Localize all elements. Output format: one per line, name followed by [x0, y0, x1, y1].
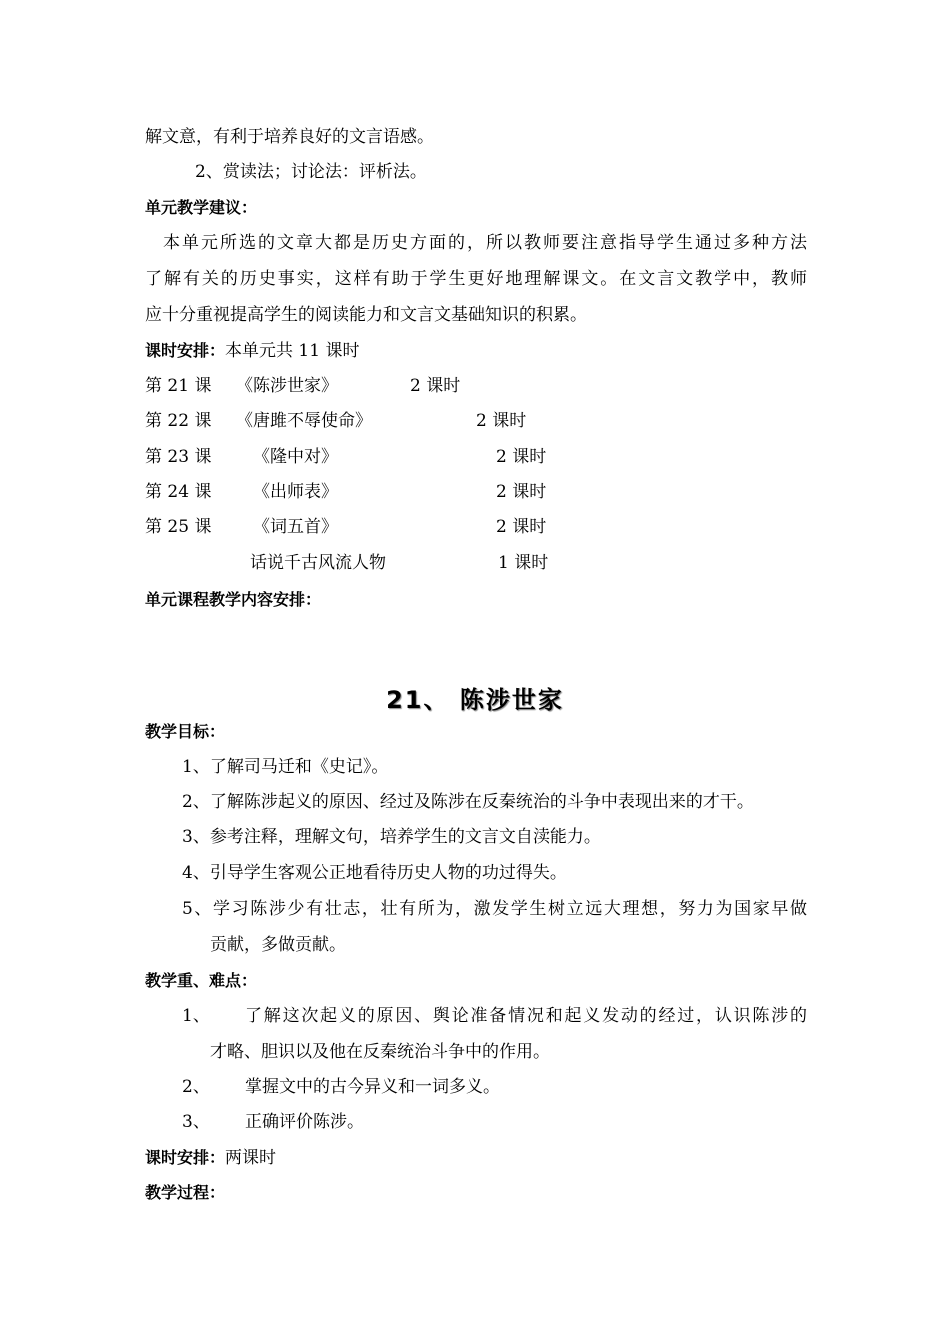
- schedule-hours: 2 课时: [410, 376, 461, 396]
- schedule-title: 《词五首》: [253, 517, 338, 537]
- goal-item: 2、了解陈涉起义的原因、经过及陈涉在反秦统治的斗争中表现出来的才干。: [182, 792, 754, 812]
- intro-line-1: 解文意，有利于培养良好的文言语感。: [145, 127, 434, 147]
- schedule-lesson: 第 21 课: [145, 376, 212, 396]
- schedule-title: 话说千古风流人物: [250, 553, 386, 573]
- key-point-number: 1、: [182, 1006, 210, 1026]
- schedule-hours: 2 课时: [496, 517, 547, 537]
- schedule-lesson: 第 25 课: [145, 517, 212, 537]
- schedule-lesson: 第 22 课: [145, 411, 212, 431]
- process-heading: 教学过程：: [145, 1183, 226, 1202]
- schedule-hours: 2 课时: [476, 411, 527, 431]
- schedule-line: [145, 340, 359, 362]
- intro-line-2: 2、赏读法；讨论法：评析法。: [195, 162, 427, 182]
- key-point-number: 3、: [182, 1112, 210, 1132]
- lesson-hours-value: 两课时: [225, 1148, 277, 1168]
- schedule-hours: 2 课时: [496, 447, 547, 467]
- unit-suggestion-heading: 单元教学建议：: [145, 198, 258, 217]
- key-point-text: 才略、胆识以及他在反秦统治斗争中的作用。: [210, 1042, 550, 1062]
- schedule-heading: 课时安排：: [145, 341, 226, 360]
- key-point-text: 掌握文中的古今异义和一词多义。: [245, 1077, 500, 1097]
- key-points-heading: 教学重、难点：: [145, 971, 258, 990]
- schedule-title: 《出师表》: [253, 482, 338, 502]
- goal-item: 4、引导学生客观公正地看待历史人物的功过得失。: [182, 863, 567, 883]
- goal-item: 1、了解司马迁和《史记》。: [182, 757, 389, 777]
- goal-item-continued: 贡献，多做贡献。: [210, 935, 346, 955]
- key-point-number: 2、: [182, 1077, 210, 1097]
- schedule-hours: 1 课时: [498, 553, 549, 573]
- unit-suggestion-line-3: 应十分重视提高学生的阅读能力和文言文基础知识的积累。: [145, 305, 587, 325]
- schedule-lesson: 第 23 课: [145, 447, 212, 467]
- schedule-lesson: 第 24 课: [145, 482, 212, 502]
- goal-item: 3、参考注释，理解文句，培养学生的文言文自渎能力。: [182, 827, 601, 847]
- schedule-hours: 2 课时: [496, 482, 547, 502]
- schedule-title: 《隆中对》: [253, 447, 338, 467]
- lesson-title: 21、 陈涉世家: [386, 686, 564, 714]
- lesson-hours-line: [145, 1147, 276, 1169]
- schedule-title: 《陈涉世家》: [236, 376, 338, 396]
- key-point-text: 正确评价陈涉。: [245, 1112, 364, 1132]
- schedule-title: 《唐雎不辱使命》: [236, 411, 372, 431]
- unit-suggestion-line-1: 本单元所选的文章大都是历史方面的，所以教师要注意指导学生通过多种方法: [163, 233, 807, 253]
- goal-item: 5、学习陈涉少有壮志，壮有所为，激发学生树立远大理想，努力为国家早做: [182, 899, 807, 919]
- unit-content-heading: 单元课程教学内容安排：: [145, 590, 322, 609]
- schedule-summary: 本单元共 11 课时: [225, 341, 360, 361]
- key-point-text: 了解这次起义的原因、舆论准备情况和起义发动的经过，认识陈涉的: [245, 1006, 807, 1026]
- goals-heading: 教学目标：: [145, 722, 226, 741]
- unit-suggestion-line-2: 了解有关的历史事实，这样有助于学生更好地理解课文。在文言文教学中，教师: [145, 269, 807, 289]
- lesson-hours-heading: 课时安排：: [145, 1148, 226, 1167]
